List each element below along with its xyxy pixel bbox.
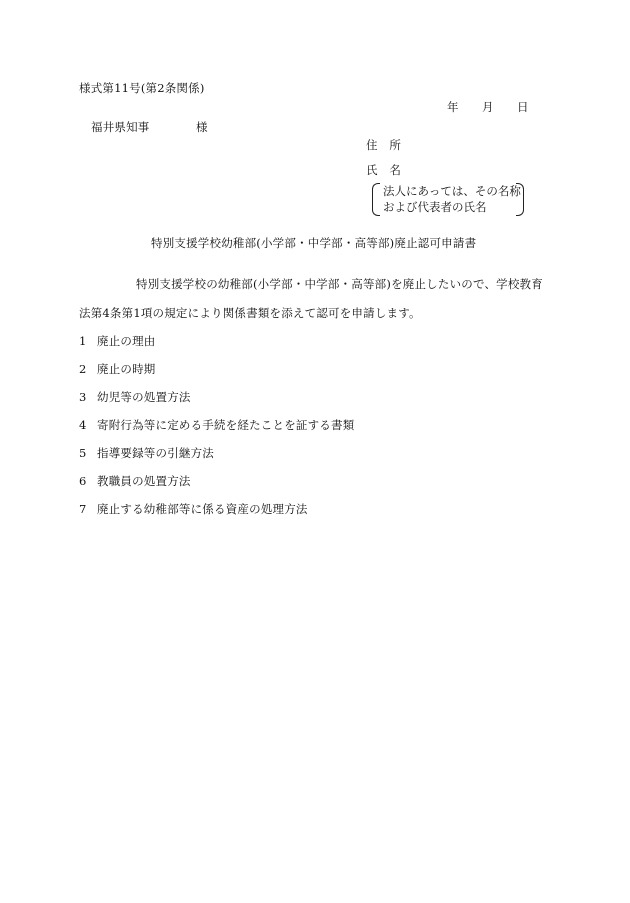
item-2-text: 廃止の時期	[97, 362, 156, 376]
date-day-label: 日	[517, 100, 529, 114]
corporate-note-bracket	[372, 183, 524, 216]
body-line-2: 法第4条第1項の規定により関係書類を添えて認可を申請します。	[79, 306, 421, 320]
item-6-number: 6	[79, 474, 87, 488]
item-4-number: 4	[79, 418, 87, 432]
date-month-label: 月	[482, 100, 494, 114]
item-5-number: 5	[79, 446, 87, 460]
item-6-text: 教職員の処置方法	[97, 474, 191, 488]
item-1-number: 1	[79, 334, 87, 348]
form-number: 様式第11号(第2条関係)	[79, 81, 205, 95]
left-bracket	[372, 183, 380, 216]
document-title: 特別支援学校幼稚部(小学部・中学部・高等部)廃止認可申請書	[151, 236, 477, 250]
applicant-address-label: 住 所	[366, 138, 402, 152]
item-3-text: 幼児等の処置方法	[97, 390, 191, 404]
item-3-number: 3	[79, 390, 87, 404]
item-7-number: 7	[79, 502, 87, 516]
date-year-label: 年	[447, 100, 459, 114]
addressee-honorific: 様	[196, 120, 208, 134]
item-5-text: 指導要録等の引継方法	[97, 446, 214, 460]
item-7-text: 廃止する幼稚部等に係る資産の処理方法	[97, 502, 308, 516]
item-1-text: 廃止の理由	[97, 334, 156, 348]
applicant-name-label: 氏 名	[366, 163, 402, 177]
body-line-1: 特別支援学校の幼稚部(小学部・中学部・高等部)を廃止したいので、学校教育	[136, 277, 543, 291]
item-2-number: 2	[79, 362, 87, 376]
corporate-note-line2: および代表者の氏名	[383, 200, 487, 214]
item-4-text: 寄附行為等に定める手続を経たことを証する書類	[97, 418, 355, 432]
addressee-name: 福井県知事	[91, 120, 150, 134]
right-bracket	[516, 183, 524, 216]
corporate-note-line1: 法人にあっては、その名称	[383, 184, 521, 198]
